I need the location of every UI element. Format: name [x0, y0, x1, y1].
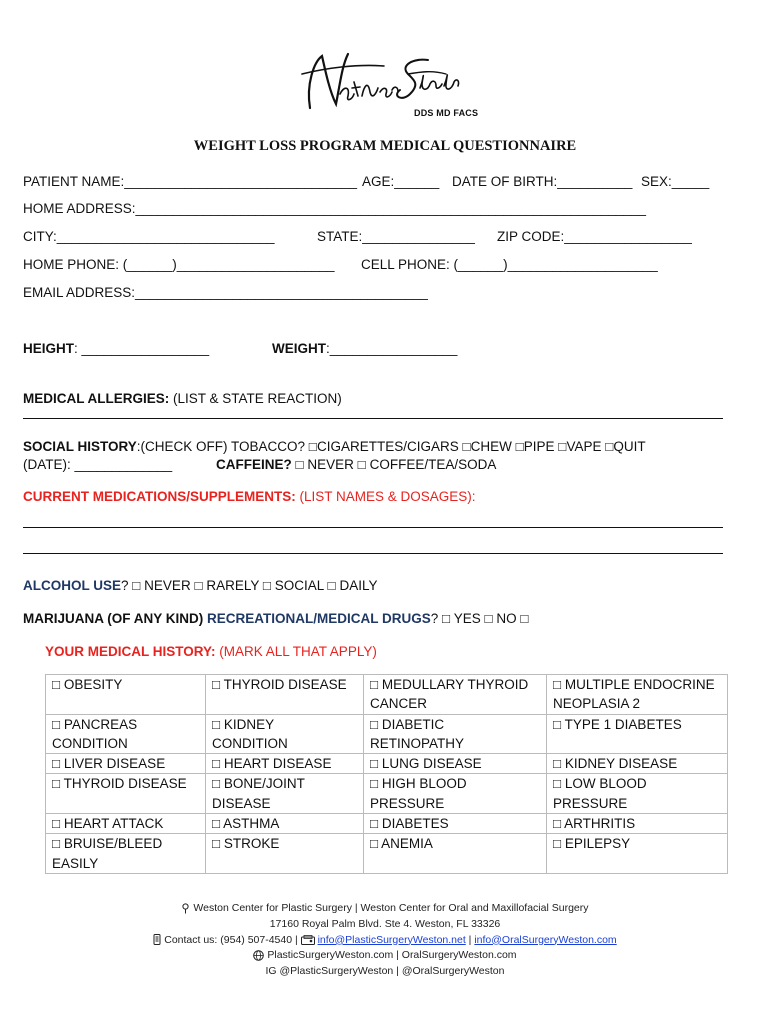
weight-blank: :_________________: [326, 341, 458, 356]
weight-field[interactable]: [272, 341, 457, 356]
history-checkbox-item[interactable]: [206, 714, 364, 754]
history-item-text: □ LUNG DISEASE: [370, 756, 482, 772]
history-item-text: CANCER: [370, 696, 428, 712]
marijuana-options[interactable]: ? □ YES □ NO □: [430, 611, 529, 626]
home-phone-field[interactable]: HOME PHONE: (______)_____________________: [23, 257, 335, 272]
table-row: [46, 714, 728, 754]
history-item-text: □ LIVER DISEASE: [52, 756, 166, 772]
allergies-label: MEDICAL ALLERGIES:: [23, 391, 170, 406]
history-item-text: □ THYROID DISEASE: [52, 776, 187, 792]
email-field[interactable]: EMAIL ADDRESS:_______________________________________: [23, 285, 428, 300]
history-checkbox-item[interactable]: [364, 834, 547, 874]
allergies-note: (LIST & STATE REACTION): [169, 391, 342, 406]
table-row: [46, 754, 728, 774]
history-checkbox-item[interactable]: [364, 754, 547, 774]
history-item-text: □ ARTHRITIS: [553, 816, 636, 832]
table-row: [46, 675, 728, 715]
history-checkbox-item[interactable]: [547, 814, 728, 834]
footer: [0, 901, 770, 980]
history-item-text: PRESSURE: [370, 795, 445, 811]
history-checkbox-item[interactable]: [547, 754, 728, 774]
email-link-oral[interactable]: info@OralSurgeryWeston.com: [474, 933, 617, 946]
history-checkbox-item[interactable]: [46, 834, 206, 874]
map-pin-icon: [181, 903, 190, 914]
history-checkbox-item[interactable]: [547, 675, 728, 715]
history-item-text: □ BONE/JOINT: [212, 776, 305, 792]
history-checkbox-item[interactable]: [206, 834, 364, 874]
phone-icon: [153, 934, 161, 945]
history-checkbox-item[interactable]: [364, 814, 547, 834]
medications-note: (LIST NAMES & DOSAGES):: [295, 489, 476, 504]
weight-label: WEIGHT: [272, 341, 326, 356]
allergies-heading: [23, 391, 342, 406]
history-item-text: □ MEDULLARY THYROID: [370, 677, 529, 692]
history-heading: [45, 644, 377, 659]
home-address-field[interactable]: HOME ADDRESS:____________________________________________________________________: [23, 201, 647, 216]
table-row: [46, 774, 728, 814]
medications-line-1[interactable]: [23, 527, 723, 528]
footer-websites-line: [0, 948, 770, 964]
table-row: [46, 814, 728, 834]
social-quit-date[interactable]: (DATE): _____________: [23, 457, 173, 472]
alcohol-label: ALCOHOL USE: [23, 578, 122, 593]
history-item-text: □ EPILEPSY: [553, 836, 631, 852]
history-checkbox-item[interactable]: [46, 754, 206, 774]
footer-practice-names: Weston Center for Plastic Surgery | Weston Center for Oral and Maxillofacial Surgery: [193, 902, 589, 914]
history-label: YOUR MEDICAL HISTORY:: [45, 644, 216, 659]
fax-icon: [301, 935, 315, 945]
footer-address: 17160 Royal Palm Blvd. Ste 4. Weston, FL 33326: [269, 917, 501, 930]
history-item-text: □ STROKE: [212, 836, 280, 852]
history-item-text: □ PANCREAS: [52, 716, 138, 732]
caffeine-line: [216, 457, 496, 472]
drugs-label: RECREATIONAL/MEDICAL DRUGS: [207, 611, 431, 626]
dob-field[interactable]: DATE OF BIRTH:__________: [452, 174, 633, 189]
medications-heading: [23, 489, 476, 504]
history-item-text: □ HEART DISEASE: [212, 756, 332, 772]
history-item-text: DISEASE: [212, 795, 271, 811]
social-history-line1: [23, 439, 646, 454]
history-item-text: □ ASTHMA: [212, 816, 280, 832]
history-checkbox-item[interactable]: [46, 675, 206, 715]
history-checkbox-item[interactable]: [206, 675, 364, 715]
history-item-text: PRESSURE: [553, 795, 628, 811]
history-item-text: □ MULTIPLE ENDOCRINE: [553, 677, 715, 692]
history-item-text: □ DIABETES: [370, 816, 449, 832]
city-field[interactable]: CITY:_____________________________: [23, 229, 275, 244]
history-checkbox-item[interactable]: [46, 814, 206, 834]
history-item-text: NEOPLASIA 2: [553, 696, 641, 712]
history-checkbox-item[interactable]: [364, 774, 547, 814]
history-item-text: □ OBESITY: [52, 677, 123, 692]
history-checkbox-item[interactable]: [46, 714, 206, 754]
sex-field[interactable]: SEX:_____: [641, 174, 710, 189]
allergies-line[interactable]: [23, 418, 723, 419]
zip-field[interactable]: ZIP CODE:_________________: [497, 229, 692, 244]
page-title: WEIGHT LOSS PROGRAM MEDICAL QUESTIONNAIRE: [193, 138, 577, 154]
footer-websites: PlasticSurgeryWeston.com | OralSurgeryWeston.com: [267, 949, 517, 962]
globe-icon: [253, 950, 264, 961]
history-item-text: RETINOPATHY: [370, 735, 465, 751]
history-checkbox-item[interactable]: [206, 774, 364, 814]
cell-phone-field[interactable]: CELL PHONE: (______)____________________: [361, 257, 658, 272]
social-label: SOCIAL HISTORY: [23, 439, 137, 454]
history-item-text: □ HIGH BLOOD: [370, 776, 467, 792]
alcohol-line: [23, 578, 377, 593]
history-item-text: □ BRUISE/BLEED: [52, 836, 163, 852]
marijuana-label: MARIJUANA (OF ANY KIND): [23, 611, 204, 626]
history-item-text: □ LOW BLOOD: [553, 776, 647, 792]
state-field[interactable]: STATE:_______________: [317, 229, 475, 244]
footer-email-separator: |: [465, 933, 475, 946]
table-row: [46, 834, 728, 874]
history-item-text: □ HEART ATTACK: [52, 816, 164, 832]
marijuana-line: [23, 611, 529, 626]
caffeine-label: CAFFEINE?: [216, 457, 292, 472]
alcohol-options[interactable]: ? □ NEVER □ RARELY □ SOCIAL □ DAILY: [121, 578, 378, 593]
history-item-text: CONDITION: [212, 735, 288, 751]
history-item-text: □ KIDNEY DISEASE: [553, 756, 678, 772]
history-checkbox-item[interactable]: [206, 814, 364, 834]
height-field[interactable]: [23, 341, 209, 356]
history-checkbox-item[interactable]: [547, 834, 728, 874]
history-note: (MARK ALL THAT APPLY): [215, 644, 377, 659]
footer-line-address-header: [0, 901, 770, 917]
social-options[interactable]: :(CHECK OFF) TOBACCO? □CIGARETTES/CIGARS □CHEW □PIPE □VAPE □QUIT: [136, 439, 646, 454]
history-checkbox-item[interactable]: [206, 754, 364, 774]
height-blank: : _________________: [74, 341, 210, 356]
history-checkbox-item[interactable]: [364, 714, 547, 754]
email-link-plastic[interactable]: info@PlasticSurgeryWeston.net: [317, 933, 466, 946]
history-item-text: □ TYPE 1 DIABETES: [553, 716, 682, 732]
history-item-text: EASILY: [52, 855, 99, 871]
patient-name-field[interactable]: PATIENT NAME:_______________________________: [23, 174, 358, 189]
medications-label: CURRENT MEDICATIONS/SUPPLEMENTS:: [23, 489, 296, 504]
history-checkbox-item[interactable]: [547, 774, 728, 814]
footer-contact-line: [0, 933, 770, 949]
footer-social: IG @PlasticSurgeryWeston | @OralSurgeryWeston: [265, 965, 505, 978]
history-item-text: □ ANEMIA: [370, 836, 433, 852]
logo-credentials: DDS MD FACS: [414, 108, 479, 118]
footer-contact-prefix: Contact us: (954) 507-4540 |: [164, 933, 301, 946]
history-checkbox-item[interactable]: [547, 714, 728, 754]
history-item-text: □ THYROID DISEASE: [212, 677, 347, 692]
history-item-text: □ DIABETIC: [370, 716, 445, 732]
height-label: HEIGHT: [23, 341, 75, 356]
history-checkbox-item[interactable]: [46, 774, 206, 814]
medical-history-table: [45, 674, 728, 874]
history-item-text: □ KIDNEY: [212, 716, 275, 732]
age-field[interactable]: AGE:______: [362, 174, 440, 189]
medications-line-2[interactable]: [23, 553, 723, 554]
history-item-text: CONDITION: [52, 735, 128, 751]
history-checkbox-item[interactable]: [364, 675, 547, 715]
caffeine-options[interactable]: □ NEVER □ COFFEE/TEA/SODA: [291, 457, 497, 472]
